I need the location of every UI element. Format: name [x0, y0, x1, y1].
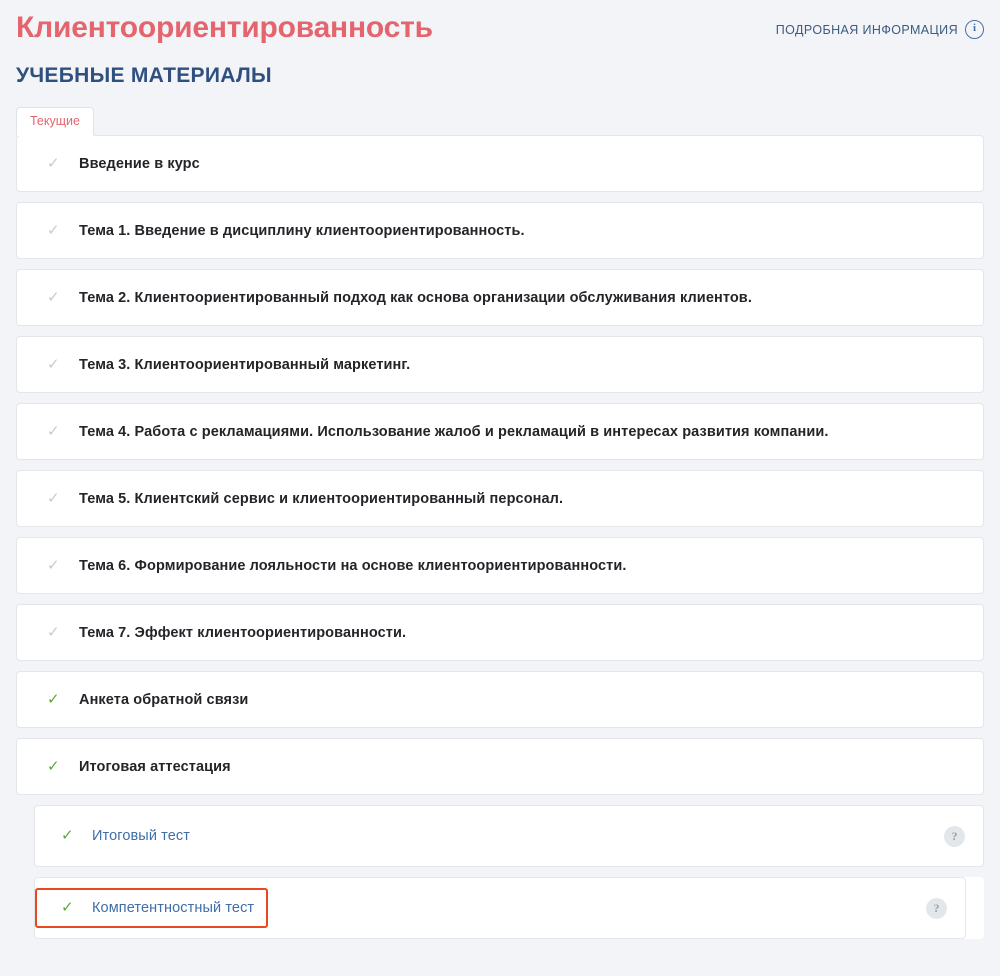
list-item-label: Анкета обратной связи — [79, 691, 249, 708]
check-icon: ✓ — [47, 221, 60, 239]
list-item[interactable] — [16, 604, 984, 661]
list-item-label: Итоговая аттестация — [79, 758, 231, 775]
list-item[interactable] — [16, 671, 984, 728]
check-icon: ✓ — [61, 899, 74, 916]
materials-list — [16, 135, 984, 939]
list-item-label: Тема 2. Клиентоориентированный подход как основа организации обслуживания клиентов. — [79, 289, 752, 306]
list-item[interactable] — [16, 336, 984, 393]
selection-highlight — [35, 888, 268, 928]
list-item-label[interactable]: Компетентностный тест — [92, 900, 255, 916]
list-item-label: Тема 5. Клиентский сервис и клиентоориентированный персонал. — [79, 490, 564, 507]
check-icon: ✓ — [47, 489, 60, 507]
list-item[interactable] — [16, 738, 984, 795]
check-icon: ✓ — [47, 422, 60, 440]
help-icon[interactable]: ? — [926, 898, 947, 919]
competency-test-row[interactable] — [34, 877, 966, 939]
check-icon: ✓ — [47, 757, 60, 775]
list-item-label: Тема 3. Клиентоориентированный маркетинг. — [79, 356, 411, 373]
help-icon[interactable]: ? — [944, 826, 965, 847]
info-icon[interactable]: i — [965, 20, 984, 39]
check-icon: ✓ — [61, 827, 74, 844]
header — [16, 0, 984, 48]
list-item-label: Тема 7. Эффект клиентоориентированности. — [79, 624, 407, 641]
check-icon: ✓ — [47, 690, 60, 708]
list-item-label[interactable]: Итоговый тест — [92, 828, 190, 844]
check-icon: ✓ — [47, 355, 60, 373]
check-icon: ✓ — [47, 623, 60, 641]
list-item[interactable] — [16, 470, 984, 527]
page-title: Клиентоориентированность — [16, 11, 433, 44]
list-item[interactable] — [16, 135, 984, 192]
list-item[interactable] — [16, 537, 984, 594]
detailed-info-link[interactable] — [776, 20, 984, 39]
tab-current[interactable]: Текущие — [16, 107, 94, 136]
list-item-label: Тема 6. Формирование лояльности на основе клиентоориентированности. — [79, 557, 627, 574]
check-icon: ✓ — [47, 288, 60, 306]
list-item[interactable] — [16, 202, 984, 259]
check-icon: ✓ — [47, 556, 60, 574]
list-item[interactable] — [16, 403, 984, 460]
list-item[interactable] — [16, 269, 984, 326]
tab-bar — [16, 106, 984, 135]
list-item-label: Введение в курс — [79, 155, 200, 172]
list-item-final-test[interactable] — [34, 805, 984, 867]
list-item-label: Тема 1. Введение в дисциплину клиентоориентированность. — [79, 222, 525, 239]
check-icon: ✓ — [47, 154, 60, 172]
list-item-label: Тема 4. Работа с рекламациями. Использование жалоб и рекламаций в интересах развития компании. — [79, 423, 829, 440]
detailed-info-label: ПОДРОБНАЯ ИНФОРМАЦИЯ — [775, 22, 958, 37]
list-item-competency-test[interactable] — [34, 877, 984, 939]
section-title: УЧЕБНЫЕ МАТЕРИАЛЫ — [16, 64, 272, 87]
